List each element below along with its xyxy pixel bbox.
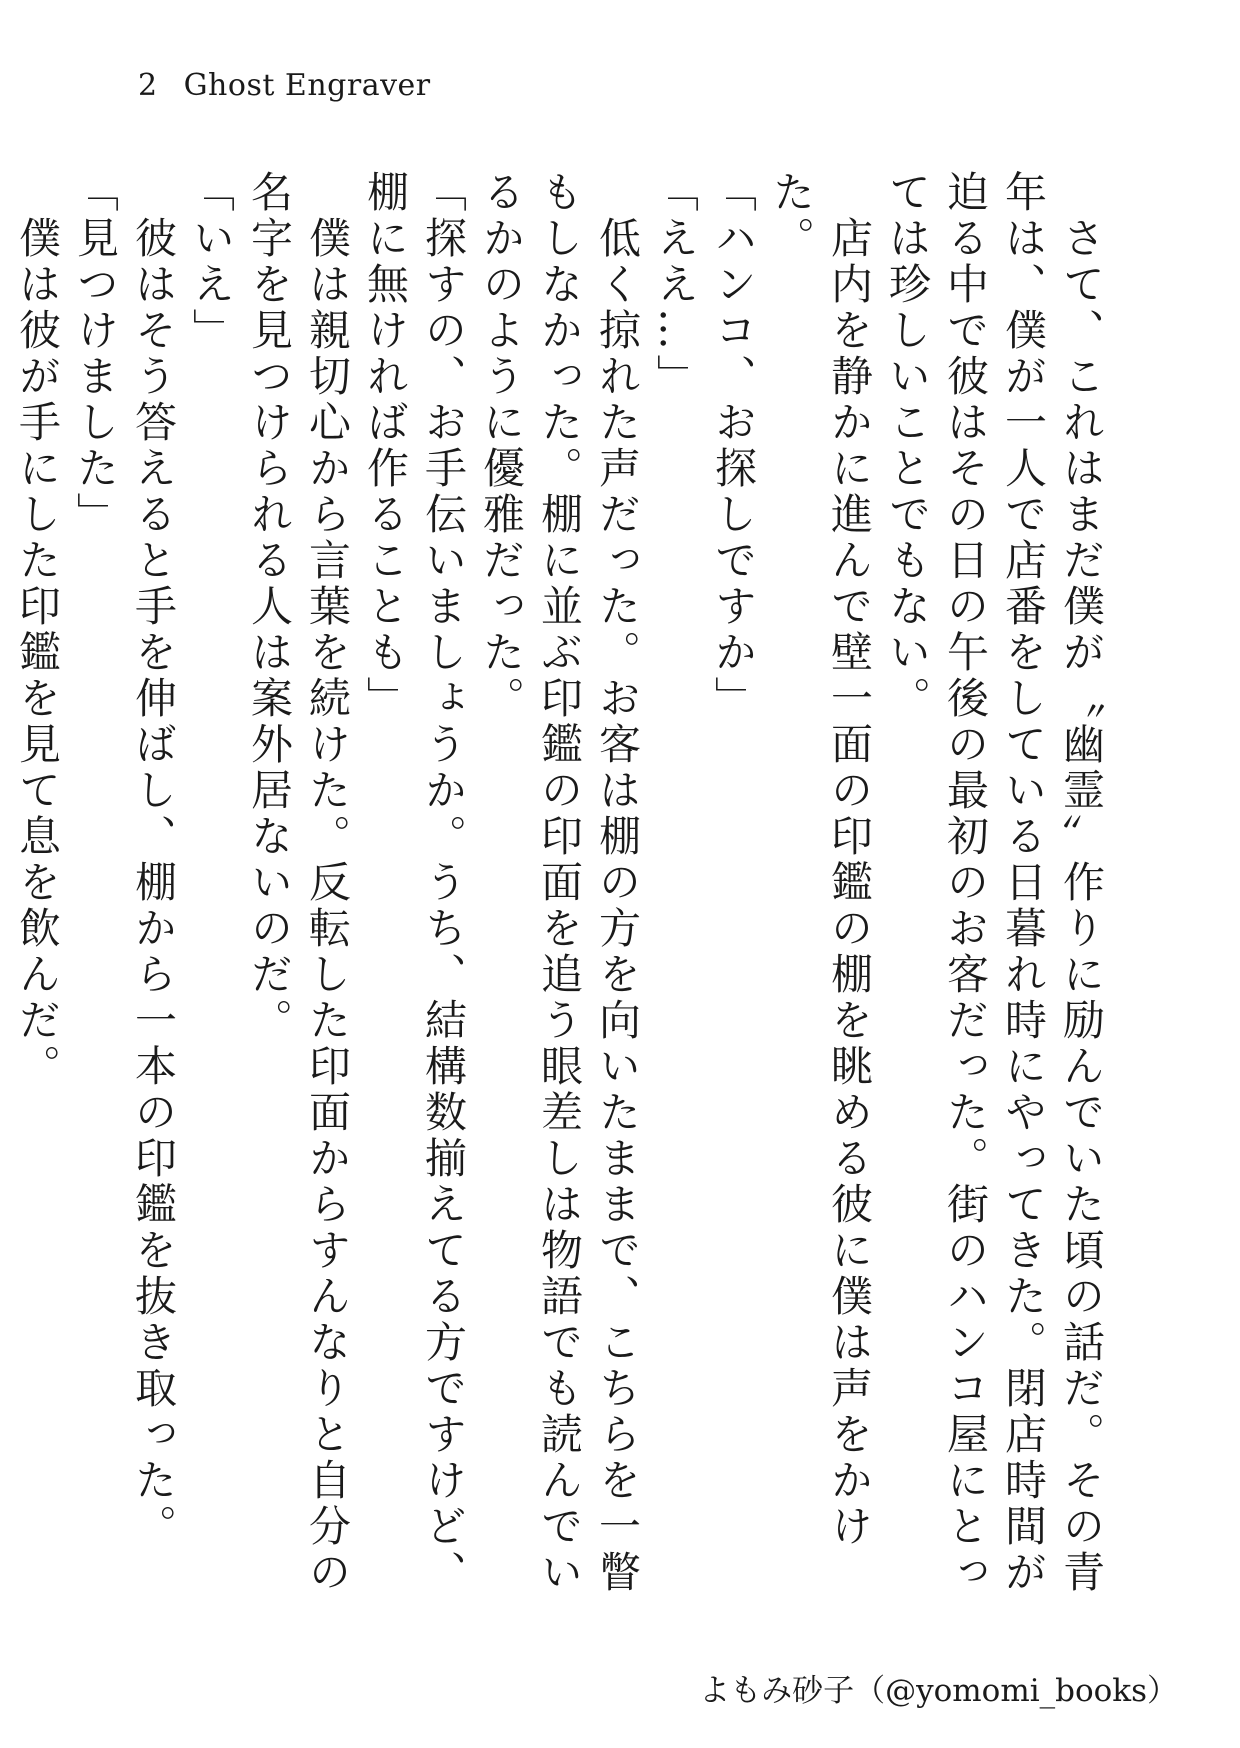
dialogue-line: 「ええ…」 [651,170,700,400]
page-header [138,68,431,103]
dialogue-line: 「いえ」 [187,170,236,354]
dialogue-line: 「探すの、お手伝いましょうか。うち、結構数揃えてる方ですけど、棚に無ければ作ることも」 [361,170,468,1596]
paragraph: 僕は彼が手にした印鑑を見て息を飲んだ。 [13,170,62,1090]
book-title: Ghost Engraver [183,68,431,103]
paragraph: 低く掠れた声だった。お客は棚の方を向いたままで、こちらを一瞥もしなかった。棚に並ぶ印鑑の印面を追う眼差しは物語でも読んでいるかのように優雅だった。 [477,170,642,1596]
page-number: 2 [138,68,158,103]
author-credit: よもみ砂子（@yomomi_books） [699,1673,1178,1709]
dialogue-line: 「見つけました」 [71,170,120,538]
dialogue-line: 「ハンコ、お探しですか」 [709,170,758,722]
paragraph: さて、これはまだ僕が〝幽霊〟作りに励んでいた頃の話だ。その青年は、僕が一人で店番をしている日暮れ時にやってきた。閉店時間が迫る中で彼はその日の午後の最初のお客だった。街のハンコ屋にとっては珍しいことでもない。 [883,170,1106,1596]
story-text [8,170,1110,1630]
paragraph: 彼はそう答えると手を伸ばし、棚から一本の印鑑を抜き取った。 [129,170,178,1550]
paragraph: 店内を静かに進んで壁一面の印鑑の棚を眺める彼に僕は声をかけた。 [767,170,874,1550]
paragraph: 僕は親切心から言葉を続けた。反転した印面からすんなりと自分の名字を見つけられる人は案外居ないのだ。 [245,170,352,1596]
